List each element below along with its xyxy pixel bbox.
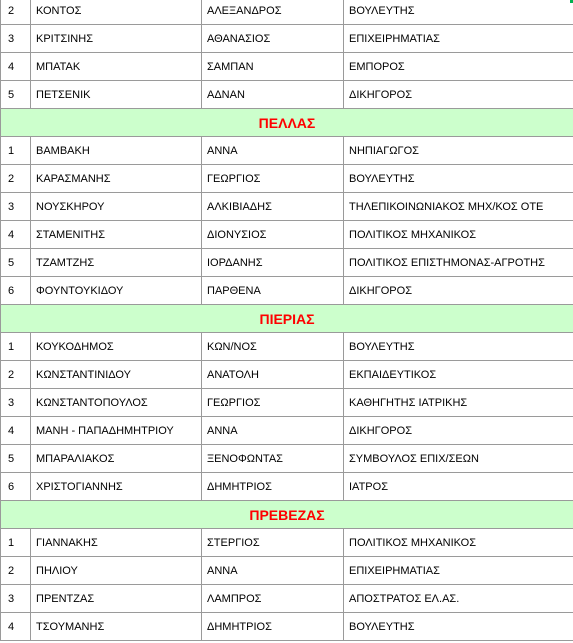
first-name-cell[interactable]: ΞΕΝΟΦΩΝΤΑΣ <box>202 445 344 473</box>
occupation-cell[interactable]: ΔΙΚΗΓΟΡΟΣ <box>344 417 573 445</box>
occupation-cell[interactable]: ΕΠΙΧΕΙΡΗΜΑΤΙΑΣ <box>344 557 573 585</box>
first-name-cell[interactable]: ΙΟΡΔΑΝΗΣ <box>202 249 344 277</box>
surname-cell[interactable]: ΤΖΑΜΤΖΗΣ <box>31 249 202 277</box>
row-number-cell[interactable]: 3 <box>1 585 31 613</box>
surname-cell[interactable]: ΠΕΤΣΕΝΙΚ <box>31 81 202 109</box>
surname-cell[interactable]: ΠΗΛΙΟΥ <box>31 557 202 585</box>
surname-cell[interactable]: ΚΑΡΑΣΜΑΝΗΣ <box>31 165 202 193</box>
table-row <box>1 221 573 249</box>
first-name-cell[interactable]: ΣΑΜΠΑΝ <box>202 53 344 81</box>
table-row <box>1 137 573 165</box>
row-number-cell[interactable]: 4 <box>1 221 31 249</box>
occupation-cell[interactable]: ΒΟΥΛΕΥΤΗΣ <box>344 0 573 25</box>
first-name-cell[interactable]: ΓΕΩΡΓΙΟΣ <box>202 389 344 417</box>
row-number-cell[interactable]: 3 <box>1 389 31 417</box>
row-number-cell[interactable]: 5 <box>1 445 31 473</box>
first-name-cell[interactable]: ΑΘΑΝΑΣΙΟΣ <box>202 25 344 53</box>
first-name-cell[interactable]: ΔΗΜΗΤΡΙΟΣ <box>202 613 344 641</box>
first-name-cell[interactable]: ΑΛΚΙΒΙΑΔΗΣ <box>202 193 344 221</box>
surname-cell[interactable]: ΚΟΝΤΟΣ <box>31 0 202 25</box>
row-number-cell[interactable]: 3 <box>1 25 31 53</box>
row-number-cell[interactable]: 6 <box>1 473 31 501</box>
table-row <box>1 193 573 221</box>
region-header-row <box>1 109 573 137</box>
row-number-cell[interactable]: 4 <box>1 53 31 81</box>
table-row <box>1 557 573 585</box>
surname-cell[interactable]: ΧΡΙΣΤΟΓΙΑΝΝΗΣ <box>31 473 202 501</box>
first-name-cell[interactable]: ΣΤΕΡΓΙΟΣ <box>202 529 344 557</box>
occupation-cell[interactable]: ΕΠΙΧΕΙΡΗΜΑΤΙΑΣ <box>344 25 573 53</box>
first-name-cell[interactable]: ΑΝΝΑ <box>202 137 344 165</box>
table-row <box>1 417 573 445</box>
table-row <box>1 81 573 109</box>
table-row <box>1 333 573 361</box>
occupation-cell[interactable]: ΔΙΚΗΓΟΡΟΣ <box>344 277 573 305</box>
region-title[interactable]: ΠΕΛΛΑΣ <box>1 109 573 137</box>
occupation-cell[interactable]: ΤΗΛΕΠΙΚΟΙΝΩΝΙΑΚΟΣ ΜΗΧ/ΚΟΣ ΟΤΕ <box>344 193 573 221</box>
occupation-cell[interactable]: ΒΟΥΛΕΥΤΗΣ <box>344 165 573 193</box>
first-name-cell[interactable]: ΑΝΝΑ <box>202 557 344 585</box>
row-number-cell[interactable]: 2 <box>1 557 31 585</box>
row-number-cell[interactable]: 2 <box>1 361 31 389</box>
region-header-row <box>1 501 573 529</box>
surname-cell[interactable]: ΚΡΙΤΣΙΝΗΣ <box>31 25 202 53</box>
first-name-cell[interactable]: ΚΩΝ/ΝΟΣ <box>202 333 344 361</box>
candidates-table-body <box>1 0 573 641</box>
occupation-cell[interactable]: ΑΠΟΣΤΡΑΤΟΣ ΕΛ.ΑΣ. <box>344 585 573 613</box>
occupation-cell[interactable]: ΕΜΠΟΡΟΣ <box>344 53 573 81</box>
occupation-cell[interactable]: ΒΟΥΛΕΥΤΗΣ <box>344 613 573 641</box>
row-number-cell[interactable]: 2 <box>1 165 31 193</box>
row-number-cell[interactable]: 4 <box>1 613 31 641</box>
table-row <box>1 25 573 53</box>
first-name-cell[interactable]: ΑΝΝΑ <box>202 417 344 445</box>
surname-cell[interactable]: ΠΡΕΝΤΖΑΣ <box>31 585 202 613</box>
table-row <box>1 445 573 473</box>
row-number-cell[interactable]: 3 <box>1 193 31 221</box>
row-number-cell[interactable]: 1 <box>1 529 31 557</box>
row-number-cell[interactable]: 5 <box>1 81 31 109</box>
first-name-cell[interactable]: ΠΑΡΘΕΝΑ <box>202 277 344 305</box>
surname-cell[interactable]: ΜΠΑΤΑΚ <box>31 53 202 81</box>
first-name-cell[interactable]: ΔΙΟΝΥΣΙΟΣ <box>202 221 344 249</box>
row-number-cell[interactable]: 1 <box>1 137 31 165</box>
table-row <box>1 473 573 501</box>
surname-cell[interactable]: ΤΣΟΥΜΑΝΗΣ <box>31 613 202 641</box>
surname-cell[interactable]: ΜΠΑΡΑΛΙΑΚΟΣ <box>31 445 202 473</box>
surname-cell[interactable]: ΝΟΥΣΚΗΡΟΥ <box>31 193 202 221</box>
region-title[interactable]: ΠΙΕΡΙΑΣ <box>1 305 573 333</box>
occupation-cell[interactable]: ΙΑΤΡΟΣ <box>344 473 573 501</box>
surname-cell[interactable]: ΦΟΥΝΤΟΥΚΙΔΟΥ <box>31 277 202 305</box>
table-row <box>1 389 573 417</box>
region-title[interactable]: ΠΡΕΒΕΖΑΣ <box>1 501 573 529</box>
surname-cell[interactable]: ΚΩΝΣΤΑΝΤΟΠΟΥΛΟΣ <box>31 389 202 417</box>
occupation-cell[interactable]: ΣΥΜΒΟΥΛΟΣ ΕΠΙΧ/ΣΕΩΝ <box>344 445 573 473</box>
table-row <box>1 613 573 641</box>
surname-cell[interactable]: ΜΑΝΗ - ΠΑΠΑΔΗΜΗΤΡΙΟΥ <box>31 417 202 445</box>
first-name-cell[interactable]: ΑΔΝΑΝ <box>202 81 344 109</box>
first-name-cell[interactable]: ΑΝΑΤΟΛΗ <box>202 361 344 389</box>
occupation-cell[interactable]: ΔΙΚΗΓΟΡΟΣ <box>344 81 573 109</box>
table-row <box>1 0 573 25</box>
table-row <box>1 249 573 277</box>
first-name-cell[interactable]: ΔΗΜΗΤΡΙΟΣ <box>202 473 344 501</box>
row-number-cell[interactable]: 4 <box>1 417 31 445</box>
surname-cell[interactable]: ΒΑΜΒΑΚΗ <box>31 137 202 165</box>
surname-cell[interactable]: ΚΩΝΣΤΑΝΤΙΝΙΔΟΥ <box>31 361 202 389</box>
table-row <box>1 361 573 389</box>
occupation-cell[interactable]: ΕΚΠΑΙΔΕΥΤΙΚΟΣ <box>344 361 573 389</box>
first-name-cell[interactable]: ΓΕΩΡΓΙΟΣ <box>202 165 344 193</box>
first-name-cell[interactable]: ΛΑΜΠΡΟΣ <box>202 585 344 613</box>
surname-cell[interactable]: ΓΙΑΝΝΑΚΗΣ <box>31 529 202 557</box>
row-number-cell[interactable]: 6 <box>1 277 31 305</box>
occupation-cell[interactable]: ΝΗΠΙΑΓΩΓΟΣ <box>344 137 573 165</box>
row-number-cell[interactable]: 1 <box>1 333 31 361</box>
table-row <box>1 277 573 305</box>
occupation-cell[interactable]: ΚΑΘΗΓΗΤΗΣ ΙΑΤΡΙΚΗΣ <box>344 389 573 417</box>
first-name-cell[interactable]: ΑΛΕΞΑΝΔΡΟΣ <box>202 0 344 25</box>
row-number-cell[interactable]: 5 <box>1 249 31 277</box>
region-header-row <box>1 305 573 333</box>
occupation-cell[interactable]: ΠΟΛΙΤΙΚΟΣ ΕΠΙΣΤΗΜΟΝΑΣ-ΑΓΡΟΤΗΣ <box>344 249 573 277</box>
table-row <box>1 165 573 193</box>
occupation-cell[interactable]: ΠΟΛΙΤΙΚΟΣ ΜΗΧΑΝΙΚΟΣ <box>344 221 573 249</box>
occupation-cell[interactable]: ΒΟΥΛΕΥΤΗΣ <box>344 333 573 361</box>
table-row <box>1 529 573 557</box>
surname-cell[interactable]: ΚΟΥΚΟΔΗΜΟΣ <box>31 333 202 361</box>
surname-cell[interactable]: ΣΤΑΜΕΝΙΤΗΣ <box>31 221 202 249</box>
row-number-cell[interactable]: 2 <box>1 0 31 25</box>
table-row <box>1 585 573 613</box>
table-row <box>1 53 573 81</box>
occupation-cell[interactable]: ΠΟΛΙΤΙΚΟΣ ΜΗΧΑΝΙΚΟΣ <box>344 529 573 557</box>
